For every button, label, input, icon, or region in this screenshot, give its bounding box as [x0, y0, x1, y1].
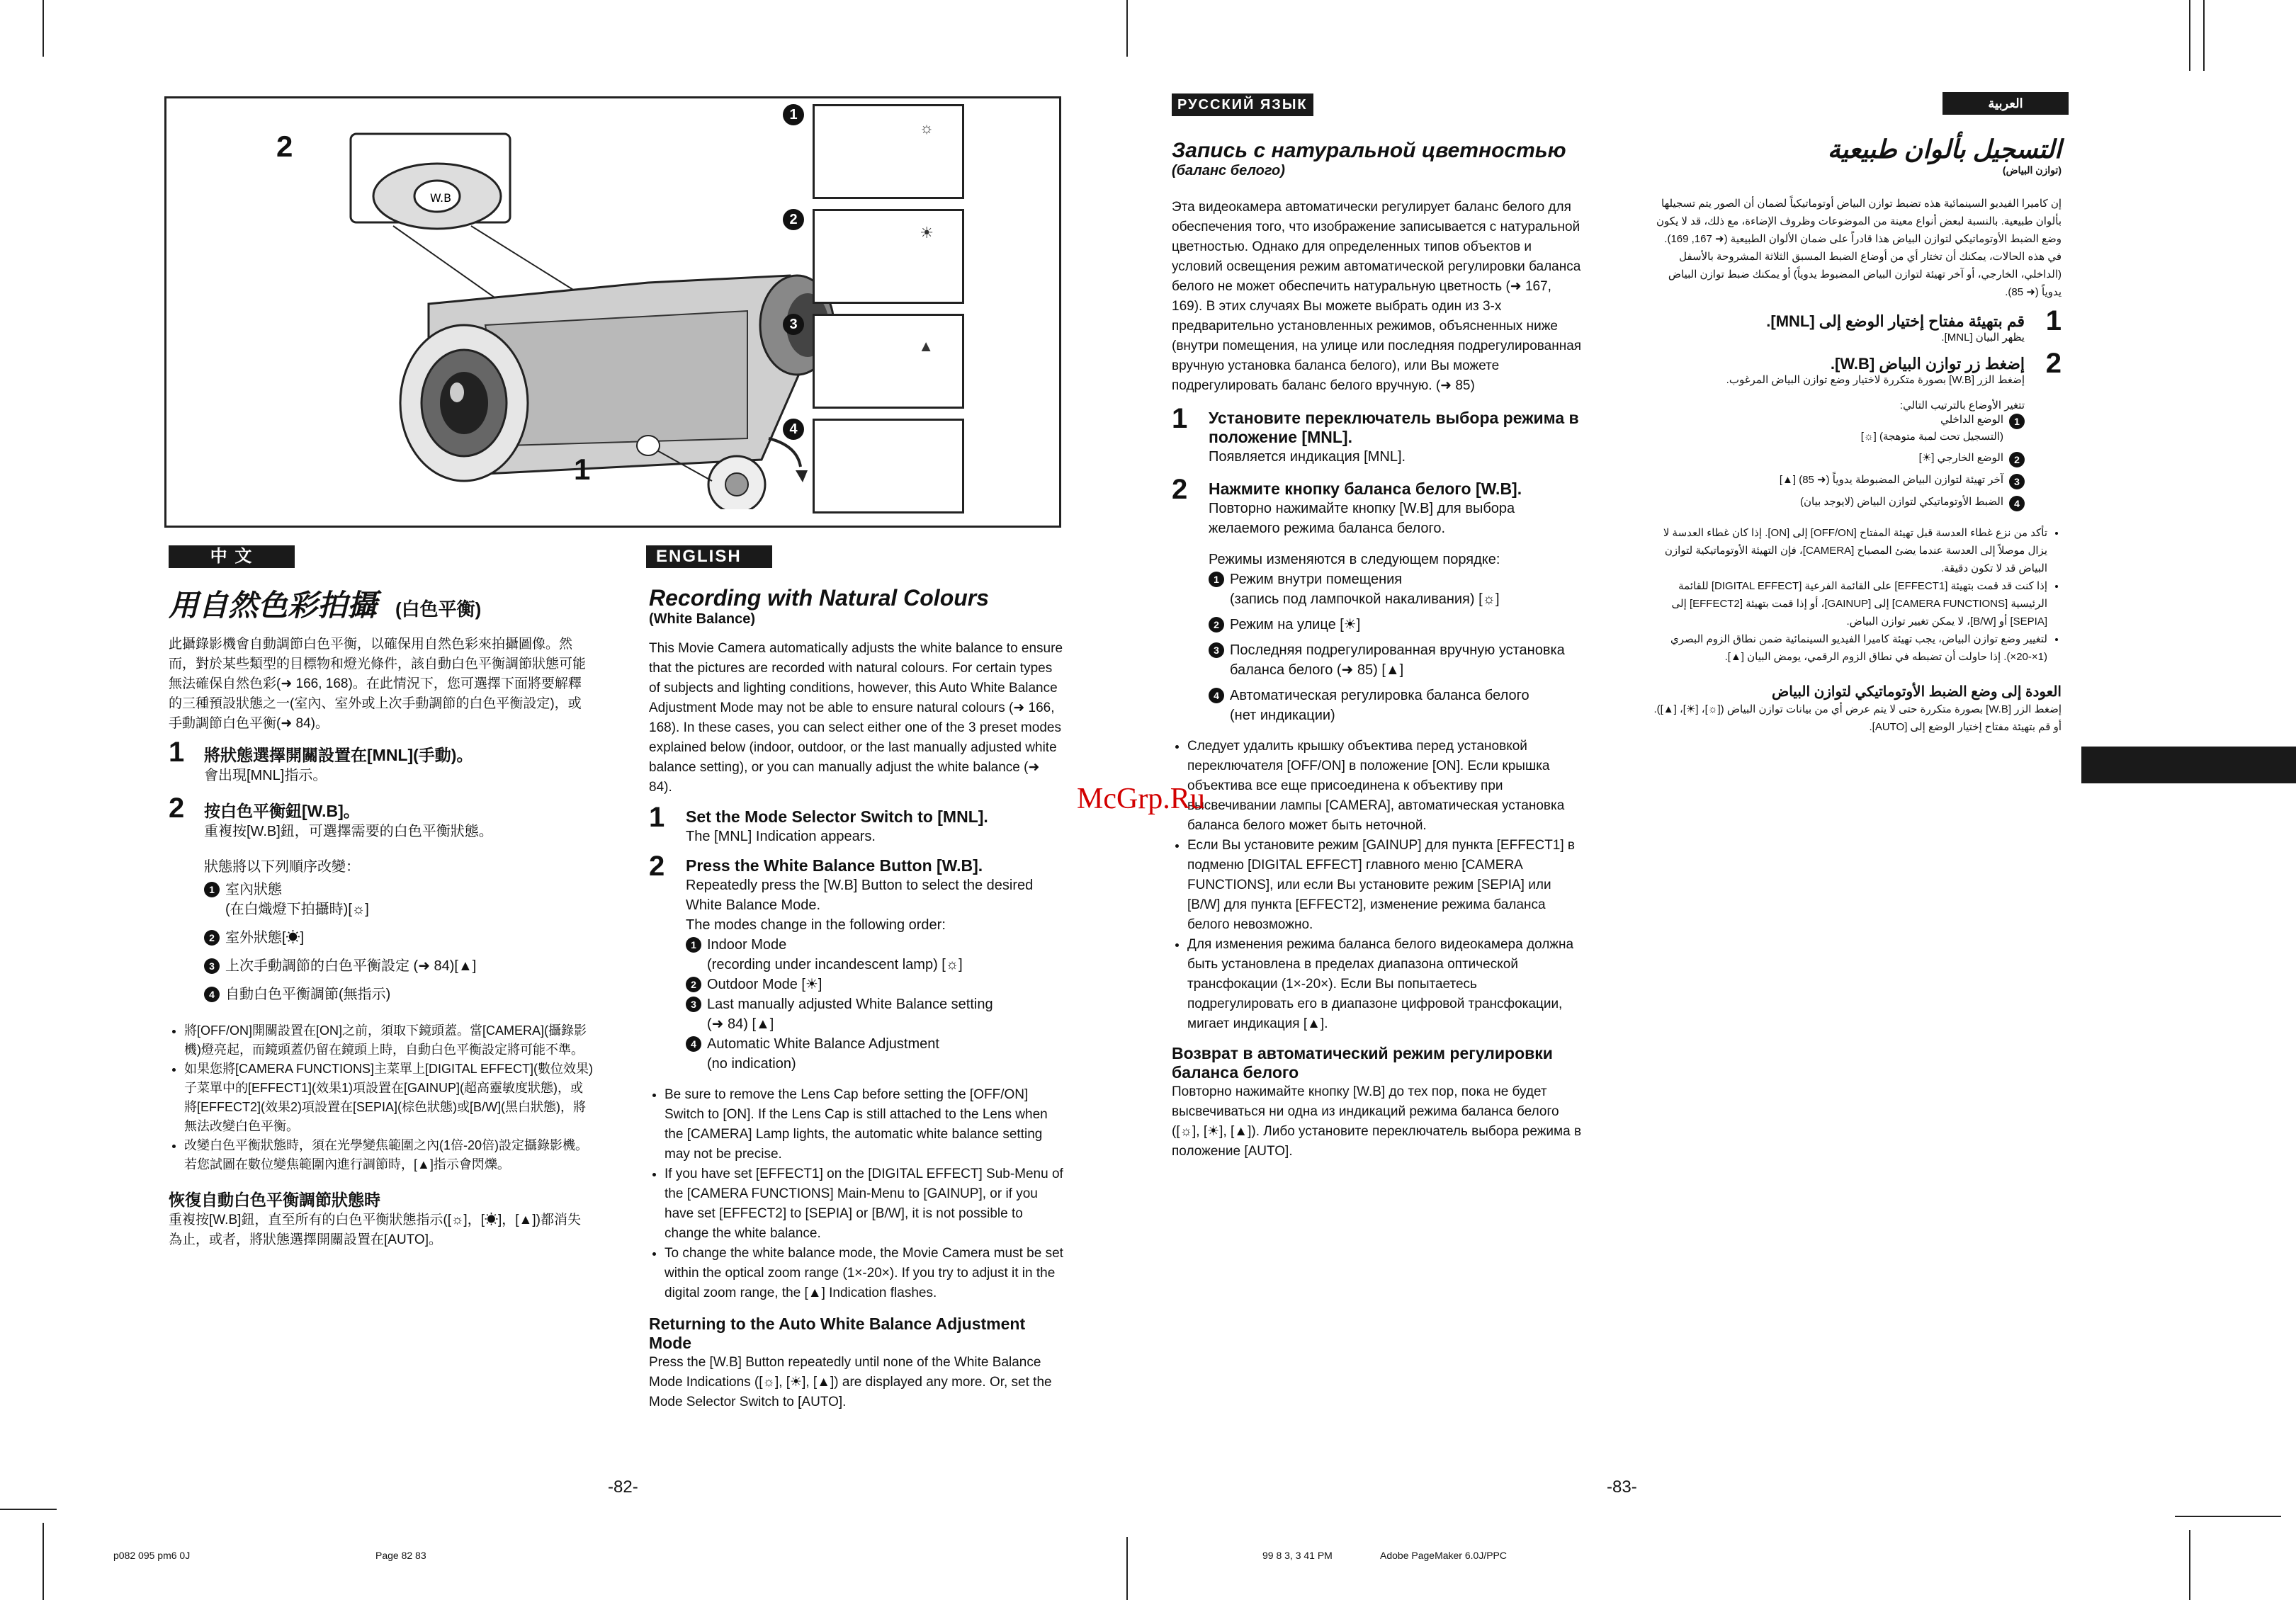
mode-number-icon: 1	[686, 937, 701, 953]
chinese-lang-label: 中 文	[169, 545, 295, 568]
arabic-step-2-number: 2	[2045, 348, 2062, 379]
chinese-subtitle: (白色平衡)	[395, 598, 482, 620]
sun-icon: ☀	[920, 224, 934, 242]
russian-note-3: • Для изменения режима баланса белого видеокамера должна быть установлена в пределах диапазона оптической трансфокации (1×-20×). Если Вы попытаетесь подрегулировать его в диапазоне цифровой трансфокации, мигает индикация [▲].	[1187, 935, 1583, 1034]
chinese-mode-3-text: 上次手動調節的白色平衡設定 (➜ 84)[▲]	[225, 958, 477, 974]
russian-step-2-head: Нажмите кнопку баланса белого [W.B].	[1209, 480, 1522, 498]
footer-file: p082 095 pm6 0J	[113, 1550, 191, 1561]
english-mode-2	[686, 975, 1063, 994]
manual-wb-icon: ▲	[918, 337, 934, 355]
arabic-lang-label: العربية	[1942, 92, 2069, 115]
crop-mark	[1126, 1537, 1128, 1600]
thumb-number-4: 4	[783, 419, 804, 440]
english-title: Recording with Natural Colours	[649, 585, 990, 611]
russian-notes	[1172, 737, 1583, 1034]
chinese-step-2-head: 按白色平衡鈕[W.B]。	[204, 802, 360, 820]
russian-subtitle: (баланс белого)	[1172, 163, 1285, 178]
mode-number-icon: 4	[1209, 688, 1224, 703]
chinese-modes-intro: 狀態將以下列順序改變：	[204, 859, 360, 875]
crop-mark	[43, 1523, 44, 1600]
arabic-subtitle: (توازن البياض)	[2002, 164, 2062, 176]
arabic-step-1-head: قم بتهيئة مفتاح إختيار الوضع إلى [MNL].	[1766, 312, 2025, 330]
mode-number-icon: 2	[2009, 452, 2025, 467]
chinese-title: 用自然色彩拍攝	[169, 589, 378, 622]
arabic-title: التسجيل بألوان طبيعية	[1827, 135, 2062, 164]
chinese-step-1-head: 將狀態選擇開關設置在[MNL](手動)。	[204, 746, 473, 764]
mode-number-icon: 4	[204, 987, 220, 1002]
thumb-number-2: 2	[783, 209, 804, 230]
russian-return-head: Возврат в автоматический режим регулировки баланса белого	[1172, 1044, 1553, 1082]
russian-mode-4	[1209, 686, 1583, 725]
english-mode-3	[686, 994, 1063, 1034]
thumb-2	[813, 209, 964, 304]
russian-step-2-body: Повторно нажимайте кнопку [W.B] для выбора желаемого режима баланса белого.	[1209, 501, 1515, 536]
english-step-1	[649, 802, 1063, 846]
footer-date: 99 8 3, 3 41 PM	[1262, 1550, 1333, 1561]
english-mode-4-text: Automatic White Balance Adjustment (no indication)	[707, 1036, 939, 1072]
arabic-mode-4	[1648, 494, 2025, 511]
footer-pages: Page 82 83	[375, 1550, 426, 1561]
arabic-step-2-body: إضغط الزر [W.B] بصورة متكررة لاختيار وضع توازن البياض المرغوب.	[1726, 374, 2025, 386]
chinese-mode-3	[204, 956, 594, 976]
english-return-head: Returning to the Auto White Balance Adjustment Mode	[649, 1315, 1026, 1352]
chinese-intro: 此攝錄影機會自動調節白色平衡，以確保用自然色彩來拍攝圖像。然而，對於某些類型的目標物和燈光條件，該自動白色平衡調節狀態可能無法確保自然色彩(➜ 166, 168)。在此情況下，您可選擇下面將要解釋的三種預設狀態之一(室內、室外或上次手動調節的白色平衡設定)，或手動調節白色平衡(➜ 84)。	[169, 637, 587, 731]
russian-step-1-head: Установите переключатель выбора режима в положение [MNL].	[1209, 409, 1579, 446]
english-step-1-head: Set the Mode Selector Switch to [MNL].	[686, 807, 988, 826]
chinese-return-body: 重複按[W.B]鈕，直至所有的白色平衡狀態指示([☼]，[☀]，[▲])都消失為止，或者，將狀態選擇開關設置在[AUTO]。	[169, 1213, 581, 1247]
russian-mode-3	[1209, 640, 1583, 680]
russian-note-1: • Следует удалить крышку объектива перед установкой переключателя [OFF/ON] в положение [ON]. Если крышка объектива все еще присоединена к объективу при высвечивании лампы [CAMERA], автоматическая установка баланса белого может быть неточной.	[1187, 737, 1583, 836]
arabic-modes-intro: تتغير الأوضاع بالترتيب التالي:	[1899, 399, 2025, 412]
russian-mode-2-text: Режим на улице [☀]	[1230, 617, 1361, 632]
chinese-step-2-number: 2	[169, 793, 185, 824]
mode-number-icon: 3	[1209, 642, 1224, 658]
svg-text:W.B: W.B	[430, 191, 452, 205]
chinese-notes	[169, 1021, 594, 1174]
english-mode-4	[686, 1034, 1063, 1074]
russian-step-1-body: Появляется индикация [MNL].	[1209, 449, 1406, 465]
arabic-notes	[1648, 524, 2062, 666]
arabic-note-3: • لتغيير وضع توازن البياض، يجب تهيئة كاميرا الفيديو السينمائية ضمن نطاق الزوم البصري (1×-20×). إذا حاولت أن تضبطه في نطاق الزوم الرقمي، يومض البيان [▲].	[1648, 630, 2047, 666]
english-note-1: • Be sure to remove the Lens Cap before setting the [OFF/ON] Switch to [ON]. If the Lens Cap is still attached to the Lens when the [CAMERA] Lamp lights, the automatic white balance setting may not be precise.	[665, 1085, 1063, 1164]
watermark-text: McGrp.Ru	[1077, 783, 1205, 815]
mode-number-icon: 3	[686, 997, 701, 1012]
chinese-mode-1-text: 室內狀態 (在白熾燈下拍攝時)[☼]	[225, 882, 369, 917]
mode-number-icon: 1	[1209, 572, 1224, 587]
russian-mode-1	[1209, 569, 1583, 609]
russian-step-2	[1172, 474, 1583, 725]
english-mode-1-text: Indoor Mode (recording under incandescent lamp) [☼]	[707, 937, 963, 972]
english-step-2-number: 2	[649, 851, 665, 882]
english-notes	[649, 1085, 1063, 1303]
crop-mark	[43, 0, 44, 57]
language-side-tab	[2081, 747, 2296, 783]
russian-mode-4-text: Автоматическая регулировка баланса белого (нет индикации)	[1230, 688, 1529, 723]
mode-number-icon: 1	[2009, 414, 2025, 429]
arabic-mode-2	[1648, 450, 2025, 467]
english-note-2: • If you have set [EFFECT1] on the [DIGITAL EFFECT] Sub-Menu of the [CAMERA FUNCTIONS] Main-Menu to [GAINUP], or if you have set [EFFECT2] to [SEPIA] or [B/W], it is not possible to change the white balance.	[665, 1164, 1063, 1244]
chinese-return-head: 恢復自動白色平衡調節狀態時	[169, 1191, 380, 1209]
page-number-right: -83-	[1607, 1477, 1637, 1497]
arabic-step-2	[1648, 348, 2062, 511]
russian-intro: Эта видеокамера автоматически регулирует баланс белого для обеспечения того, что изображение записывается с натуральной цветностью. Однако для определенных типов объектов и условий освещения режим автоматической регулировки баланса белого не может обеспечить натуральную цветность (➜ 167, 169). В этих случаях Вы можете выбрать один из 3-х предварительно установленных режимов, объясненных ниже (внутри помещения, на улице или последняя подрегулированная вручную установка баланса белого), или Вы можете подрегулировать баланс белого вручную. (➜ 85)	[1172, 200, 1582, 393]
arabic-mode-3	[1648, 472, 2025, 489]
chinese-note-2: • 如果您將[CAMERA FUNCTIONS]主菜單上[DIGITAL EFFECT](數位效果)子菜單中的[EFFECT1](效果1)項設置在[GAINUP](超高靈敏度狀態)，或將[EFFECT2](效果2)項設置在[SEPIA](棕色狀態)或[B/W](黑白狀態)，將無法改變白色平衡。	[184, 1060, 594, 1136]
chinese-note-3: • 改變白色平衡狀態時，須在光學變焦範圍之內(1倍-20倍)設定攝錄影機。若您試圖在數位變焦範圍內進行調節時，[▲]指示會閃爍。	[184, 1136, 594, 1174]
arabic-step-1-number: 1	[2045, 305, 2062, 336]
mode-number-icon: 2	[204, 930, 220, 946]
callout-1: 1	[574, 453, 591, 486]
mode-number-icon: 1	[204, 882, 220, 897]
footer-software: Adobe PageMaker 6.0J/PPC	[1380, 1550, 1507, 1561]
russian-step-2-number: 2	[1172, 474, 1188, 505]
english-mode-3-text: Last manually adjusted White Balance setting (➜ 84) [▲]	[707, 997, 993, 1032]
mode-number-icon: 3	[2009, 474, 2025, 489]
english-mode-2-text: Outdoor Mode [☀]	[707, 977, 822, 992]
russian-mode-2	[1209, 615, 1583, 635]
arabic-return-head: العودة إلى وضع الضبط الأوتوماتيكي لتوازن البياض	[1772, 684, 2062, 700]
russian-title-block	[1172, 139, 1583, 179]
camera-figure-panel	[164, 96, 1061, 528]
arabic-note-2: • إذا كنت قد قمت بتهيئة [EFFECT1] على القائمة الفرعية [DIGITAL EFFECT] للقائمة الرئيسية [CAMERA FUNCTIONS] إلى [GAINUP]، أو إذا قمت بتهيئة [EFFECT2] إلى [SEPIA] أو [B/W]، لا يمكن تغيير توازن البياض.	[1648, 577, 2047, 630]
crop-mark	[2175, 1516, 2281, 1517]
thumb-3	[813, 314, 964, 409]
indoor-lamp-icon: ☼	[919, 119, 934, 137]
crop-mark	[2189, 1530, 2190, 1600]
chinese-mode-2	[204, 928, 594, 948]
russian-column	[1172, 139, 1583, 1162]
arabic-return-body: إضغط الزر [W.B] بصورة متكررة حتى لا يتم عرض أي من بيانات توازن البياض ([☼]، [☀]، [▲]). أو قم بتهيئة مفتاح إختيار الوضع إلى [AUTO].	[1653, 703, 2062, 733]
english-column	[649, 585, 1063, 1412]
russian-modes-intro: Режимы изменяются в следующем порядке:	[1209, 552, 1500, 567]
english-note-3: • To change the white balance mode, the Movie Camera must be set within the optical zoom range (1×-20×). If you try to adjust it in the digital zoom range, the [▲] Indication flashes.	[665, 1244, 1063, 1303]
thumb-number-1: 1	[783, 104, 804, 125]
english-step-1-body: The [MNL] Indication appears.	[686, 829, 876, 844]
mode-number-icon: 2	[1209, 617, 1224, 632]
chinese-note-1: • 將[OFF/ON]開關設置在[ON]之前，須取下鏡頭蓋。當[CAMERA](攝錄影機)燈亮起，而鏡頭蓋仍留在鏡頭上時，自動白色平衡設定將可能不準。	[184, 1021, 594, 1060]
arabic-column	[1648, 135, 2062, 736]
mode-number-icon: 4	[686, 1036, 701, 1052]
arabic-mode-2-text: الوضع الخارجي [☀]	[1918, 452, 2003, 464]
arabic-step-2-head: إضغط زر توازن البياض [W.B].	[1830, 355, 2025, 373]
mode-number-icon: 2	[686, 977, 701, 992]
crop-mark	[2189, 0, 2190, 71]
russian-return-body: Повторно нажимайте кнопку [W.B] до тех пор, пока не будет высвечиваться ни одна из индикаций режима баланса белого ([☼], [☀], [▲]). Либо установите переключатель выбора режима в положение [AUTO].	[1172, 1084, 1582, 1159]
chinese-step-1-body: 會出現[MNL]指示。	[204, 768, 327, 783]
thumb-4	[813, 419, 964, 514]
arabic-mode-4-text: الضبط الأوتوماتيكي لتوازن البياض (لايوجد بيان)	[1800, 496, 2003, 508]
chinese-step-2	[169, 793, 594, 1004]
arabic-mode-1-text: الوضع الداخلي (التسجيل تحت لمبة متوهجة) [☼]	[1860, 414, 2003, 443]
russian-lang-label: РУССКИЙ ЯЗЫК	[1172, 93, 1313, 116]
english-subtitle: (White Balance)	[649, 611, 756, 627]
english-intro: This Movie Camera automatically adjusts the white balance to ensure that the pictures are recorded with natural colours. For certain types of subjects and lighting conditions, however, this Auto White Balance Adjustment Mode may not be able to ensure natural colours (➜ 166, 168). In these cases, you can select either one of the 3 preset modes explained below (indoor, outdoor, or the last manually adjusted white balance setting), or you can manually adjust the white balance (➜ 84).	[649, 641, 1063, 795]
arabic-note-1: • تأكد من نزع غطاء العدسة قبل تهيئة المفتاح [OFF/ON] إلى [ON]. إذا كان غطاء العدسة لا يزال موصلاً إلى العدسة عندما يضئ المصباح [CAMERA]، فإن التهيئة الأوتوماتيكية لتوازن البياض قد لا تكون دقيقة.	[1648, 524, 2047, 577]
page-number-left: -82-	[608, 1477, 638, 1497]
russian-mode-1-text: Режим внутри помещения (запись под лампочкой накаливания) [☼]	[1230, 572, 1500, 607]
arabic-mode-3-text: آخر تهيئة لتوازن البياض المضبوطة يدوياً (➜ 85) [▲]	[1779, 474, 2003, 486]
chinese-step-1-number: 1	[169, 737, 185, 768]
chinese-mode-1	[204, 880, 594, 919]
camera-illustration	[251, 113, 889, 509]
crop-mark	[0, 1509, 57, 1510]
chinese-mode-4-text: 自動白色平衡調節(無指示)	[225, 987, 391, 1002]
arabic-intro: إن كاميرا الفيديو السينمائية هذه تضبط توازن البياض أوتوماتيكياً لضمان أن الصور يتم تسجيلها بألوان طبيعية. بالنسبة لبعض أنواع معينة من الموضوعات وظروف الإضاءة، مع ذلك، قد لا يكون وضع الضبط الأوتوماتيكي لتوازن البياض هذا قادراً على ضمان الألوان الطبيعية (➜ 167, 169). في هذه الحالات، يمكنك أن تختار أي من أوضاع الضبط المسبق الثلاثة المشروحة بالأسفل (الداخلي، الخارجي، أو آخر تهيئة لتوازن البياض المضبوط يدوياً) أو يمكنك ضبط توازن البياض يدوياً (➜ 85).	[1656, 198, 2062, 298]
crop-mark	[2203, 0, 2205, 71]
mode-number-icon: 3	[204, 958, 220, 974]
russian-note-2: • Если Вы установите режим [GAINUP] для пункта [EFFECT1] в подменю [DIGITAL EFFECT] главного меню [CAMERA FUNCTIONS], или если Вы установите режим [SEPIA] или [B/W] для пункта [EFFECT2], изменение режима баланса белого невозможно.	[1187, 836, 1583, 935]
thumb-1	[813, 104, 964, 199]
english-step-2-body: Repeatedly press the [W.B] Button to select the desired White Balance Mode. The modes change in the following order:	[686, 878, 1034, 933]
russian-step-1	[1172, 403, 1583, 467]
thumb-number-3: 3	[783, 314, 804, 335]
english-lang-label: ENGLISH	[646, 545, 772, 568]
english-mode-1	[686, 935, 1063, 975]
russian-mode-3-text: Последняя подрегулированная вручную установка баланса белого (➜ 85) [▲]	[1230, 642, 1565, 678]
chinese-mode-4	[204, 985, 594, 1004]
russian-title: Запись с натуральной цветностью	[1172, 139, 1566, 162]
arabic-mode-1	[1648, 412, 2025, 446]
mode-number-icon: 4	[2009, 496, 2025, 511]
arabic-step-1	[1648, 305, 2062, 344]
english-step-2	[649, 851, 1063, 1074]
chinese-mode-2-text: 室外狀態[☀]	[225, 930, 305, 946]
english-step-1-number: 1	[649, 802, 665, 833]
english-return-body: Press the [W.B] Button repeatedly until none of the White Balance Mode Indications ([☼], [☀], [▲]) are displayed any more. Or, set the Mode Selector Switch to [AUTO].	[649, 1355, 1052, 1409]
russian-step-1-number: 1	[1172, 403, 1188, 434]
arabic-step-1-body: يظهر البيان [MNL].	[1941, 331, 2025, 344]
callout-2: 2	[276, 130, 293, 163]
english-step-2-head: Press the White Balance Button [W.B].	[686, 856, 983, 875]
chinese-step-1	[169, 737, 594, 785]
chinese-column	[169, 582, 594, 1250]
chinese-step-2-body: 重複按[W.B]鈕，可選擇需要的白色平衡狀態。	[204, 824, 493, 839]
chinese-title-row	[169, 582, 594, 625]
crop-mark	[1126, 0, 1128, 57]
